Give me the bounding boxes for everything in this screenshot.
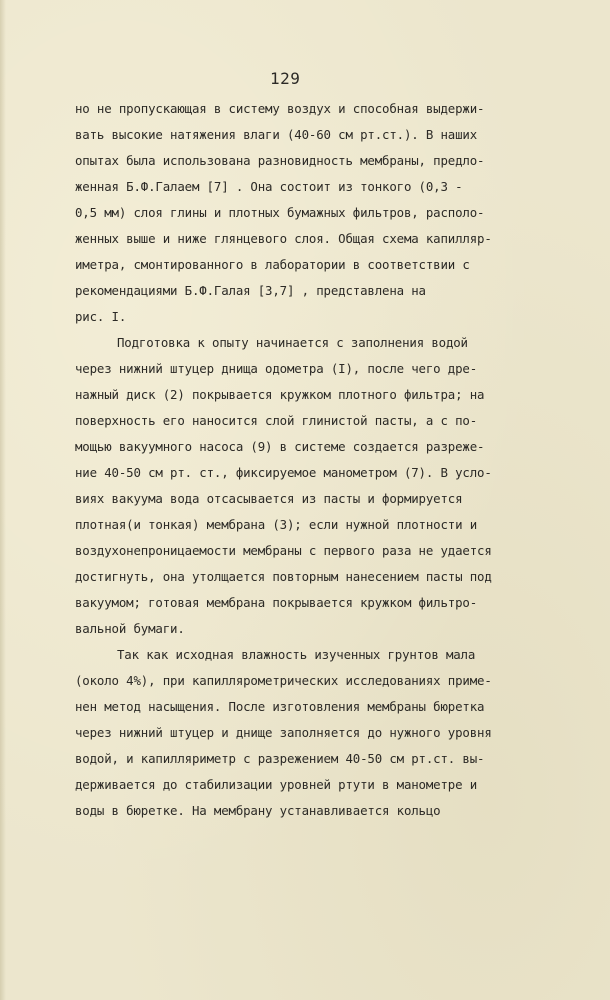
text-line: рекомендациями Б.Ф.Галая [3,7] , представлена на <box>75 283 426 298</box>
text-line: вальной бумаги. <box>75 621 185 636</box>
text-line: вать высокие натяжения влаги (40-60 см рт.ст.). В наших <box>75 127 478 142</box>
text-line: виях вакуума вода отсасывается из пасты и формируется <box>75 491 463 506</box>
text-line: иметра, смонтированного в лаборатории в соответствии с <box>75 257 470 272</box>
text-line: (около 4%), при капиллярометрических исследованиях приме- <box>75 673 492 688</box>
text-line: держивается до стабилизации уровней ртути в манометре и <box>75 777 478 792</box>
text-line: женных выше и ниже глянцевого слоя. Общая схема капилляр- <box>75 231 492 246</box>
text-line: опытах была использована разновидность мембраны, предло- <box>75 153 485 168</box>
text-line: 0,5 мм) слоя глины и плотных бумажных фильтров, располо- <box>75 205 485 220</box>
paragraph-first-line: Подготовка к опыту начинается с заполнения водой <box>117 335 468 350</box>
text-line: рис. I. <box>75 309 127 324</box>
text-line: воздухонепроницаемости мембраны с первого раза не удается <box>75 543 492 558</box>
text-line: водой, и капилляриметр с разрежением 40-50 см рт.ст. вы- <box>75 751 485 766</box>
text-line: женная Б.Ф.Галаем [7] . Она состоит из тонкого (0,3 - <box>75 179 463 194</box>
text-line: поверхность его наносится слой глинистой пасты, а с по- <box>75 413 478 428</box>
text-line: ние 40-50 см рт. ст., фиксируемое манометром (7). В усло- <box>75 465 492 480</box>
text-line: нажный диск (2) покрывается кружком плотного фильтра; на <box>75 387 485 402</box>
text-line: но не пропускающая в систему воздух и способная выдержи- <box>75 101 485 116</box>
page-number: 129 <box>270 69 301 88</box>
page-edge-shadow <box>0 0 6 1000</box>
text-line: плотная(и тонкая) мембрана (3); если нужной плотности и <box>75 517 478 532</box>
text-line: мощью вакуумного насоса (9) в системе создается разреже- <box>75 439 485 454</box>
text-line: достигнуть, она утолщается повторным нанесением пасты под <box>75 569 492 584</box>
text-line: нен метод насыщения. После изготовления мембраны бюретка <box>75 699 485 714</box>
text-line: через нижний штуцер и днище заполняется до нужного уровня <box>75 725 492 740</box>
paragraph-first-line: Так как исходная влажность изученных грунтов мала <box>117 647 476 662</box>
text-line: через нижний штуцер днища одометра (I), после чего дре- <box>75 361 478 376</box>
text-line: вакуумом; готовая мембрана покрывается кружком фильтро- <box>75 595 478 610</box>
text-line: воды в бюретке. На мембрану устанавливается кольцо <box>75 803 441 818</box>
